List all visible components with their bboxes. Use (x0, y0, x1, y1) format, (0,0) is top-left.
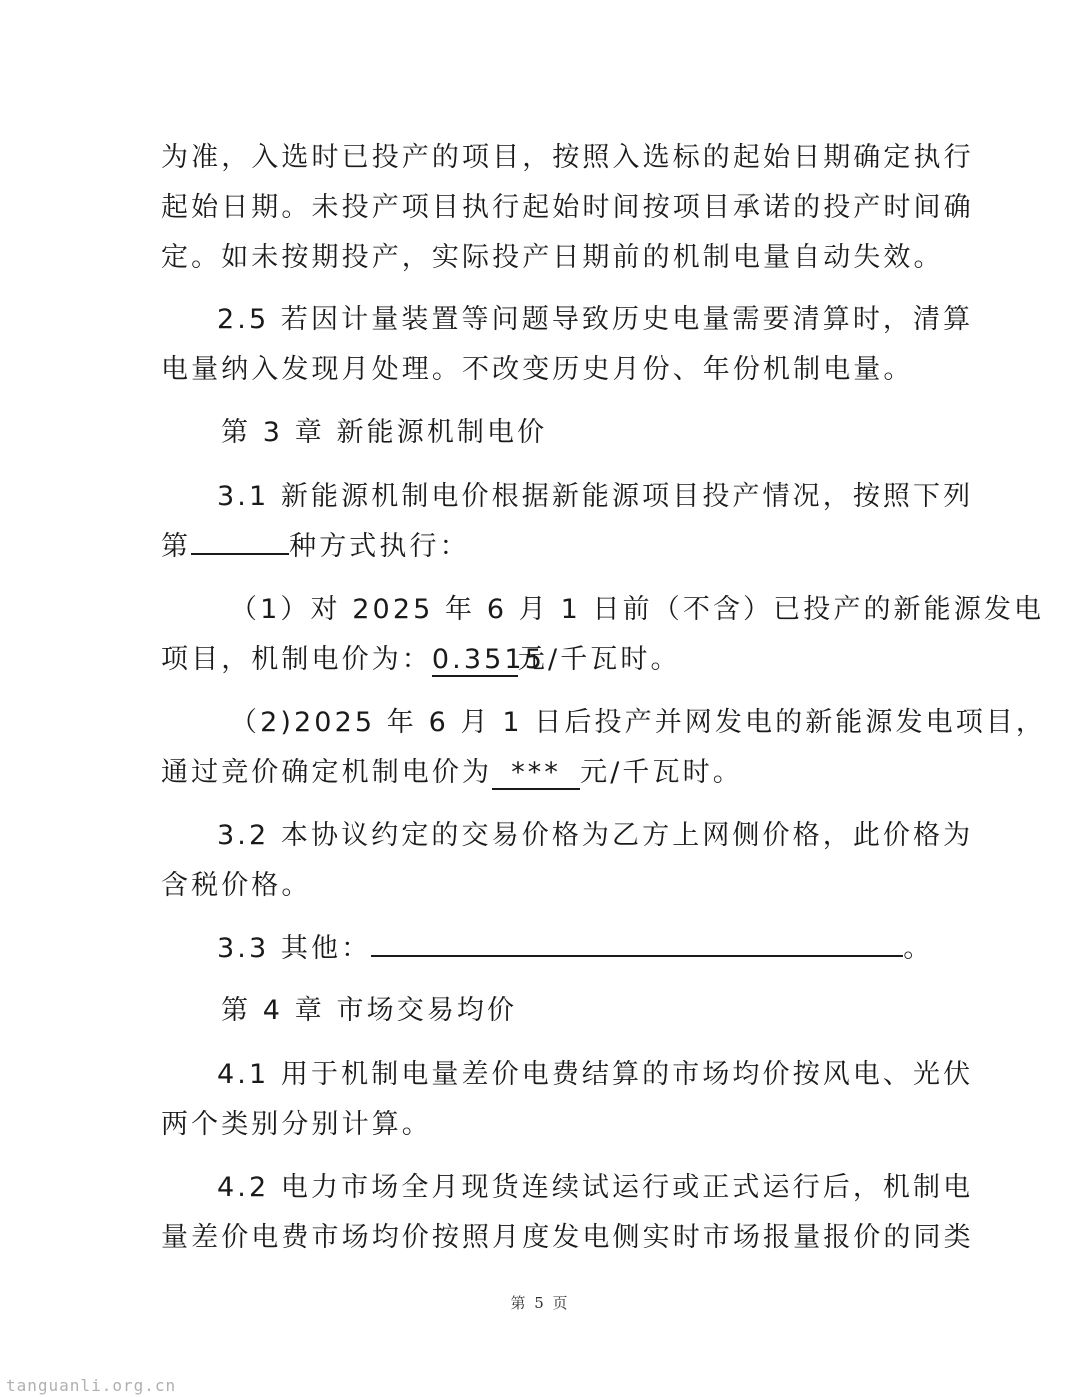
item-2-prefix: 通过竞价确定机制电价为 (161, 757, 493, 788)
paragraph-line: 定。如未按期投产，实际投产日期前的机制电量自动失效。 (161, 242, 944, 273)
item-1-line (161, 640, 921, 680)
item-2-unit: 元/千瓦时。 (580, 757, 743, 788)
clause-2-5-line: 电量纳入发现月处理。不改变历史月份、年份机制电量。 (161, 354, 914, 385)
item-1-prefix: 项目，机制电价为： (161, 644, 432, 675)
clause-3-2-line: 3.2 本协议约定的交易价格为乙方上网侧价格，此价格为 (217, 820, 974, 851)
auction-price-value: *** (492, 758, 580, 790)
clause-3-1-line: 3.1 新能源机制电价根据新能源项目投产情况，按照下列 (217, 481, 974, 512)
clause-3-3-line (217, 929, 934, 969)
mechanism-price-value: 0.3515 (431, 644, 545, 675)
clause-3-3-suffix: 。 (903, 933, 934, 964)
clause-4-1-line: 两个类别分别计算。 (161, 1109, 432, 1140)
paragraph-line: 为准，入选时已投产的项目，按照入选标的起始日期确定执行 (161, 142, 974, 173)
clause-3-3-prefix: 3.3 其他： (217, 933, 372, 964)
item-2-line (161, 753, 921, 793)
item-2-line: （2)2025 年 6 月 1 日后投产并网发电的新能源发电项目， (230, 707, 1046, 738)
clause-3-2-line: 含税价格。 (161, 870, 312, 901)
watermark: tanguanli.org.cn (6, 1376, 177, 1395)
clause-3-1-suffix: 种方式执行： (289, 531, 470, 562)
clause-4-1-line: 4.1 用于机制电量差价电费结算的市场均价按风电、光伏 (217, 1059, 974, 1090)
clause-3-1-line (161, 527, 921, 567)
clause-4-2-line: 4.2 电力市场全月现货连续试运行或正式运行后，机制电 (217, 1172, 974, 1203)
clause-4-2-line: 量差价电费市场均价按照月度发电侧实时市场报量报价的同类 (161, 1222, 974, 1253)
chapter-3-heading: 第 3 章 新能源机制电价 (221, 417, 548, 448)
paragraph-line: 起始日期。未投产项目执行起始时间按项目承诺的投产时间确 (161, 192, 974, 223)
page-number: 第 5 页 (510, 1294, 570, 1312)
chapter-4-heading: 第 4 章 市场交易均价 (221, 995, 518, 1026)
item-1-line: （1）对 2025 年 6 月 1 日前（不含）已投产的新能源发电 (230, 594, 1045, 625)
clause-3-1-prefix: 第 (161, 531, 192, 562)
other-terms-blank (371, 955, 903, 957)
item-1-unit: 元/千瓦时。 (517, 644, 681, 675)
option-number-blank (191, 553, 289, 555)
clause-2-5-line: 2.5 若因计量装置等问题导致历史电量需要清算时，清算 (217, 304, 974, 335)
